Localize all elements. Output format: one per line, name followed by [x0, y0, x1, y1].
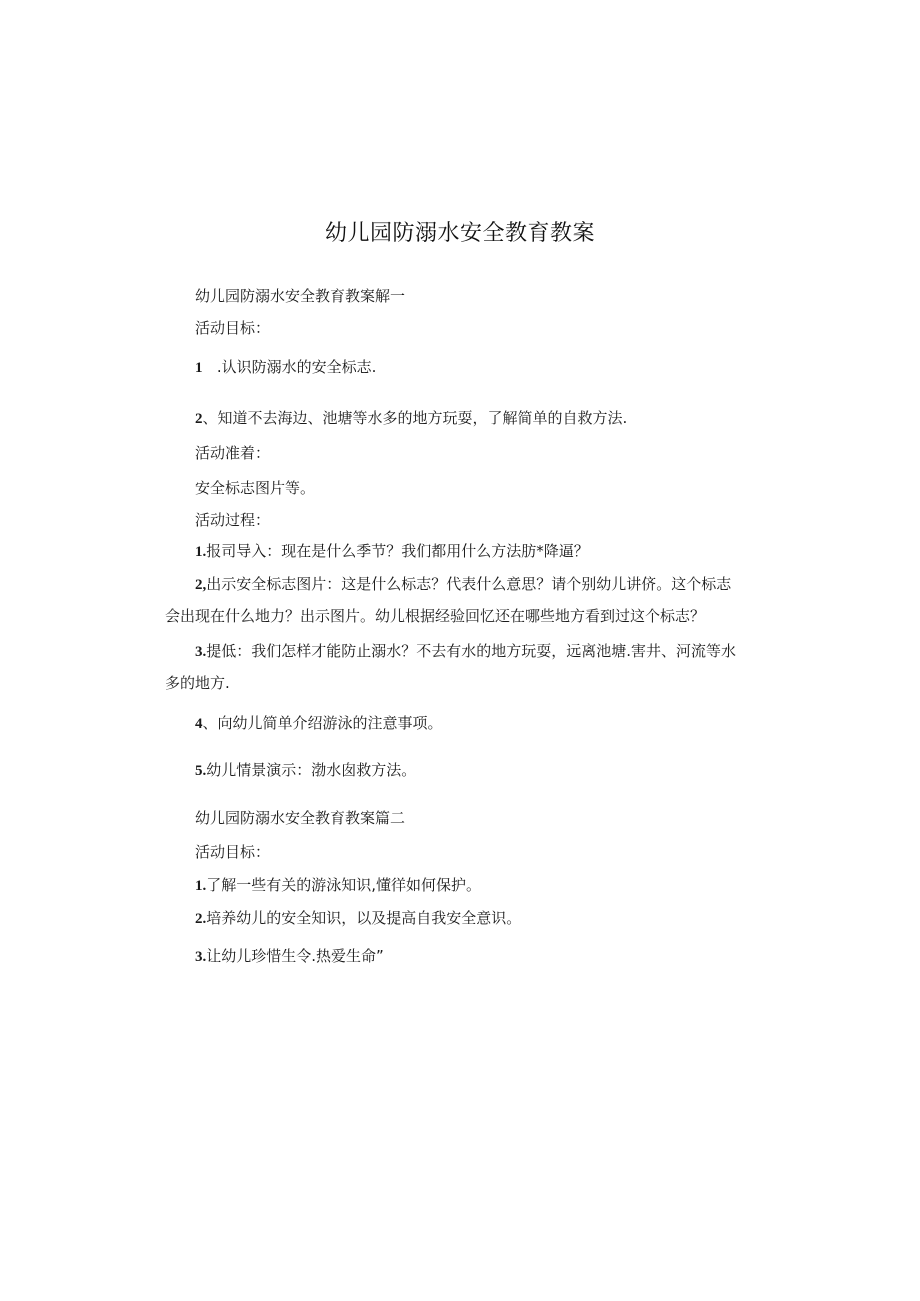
part2-goal-3	[195, 946, 384, 967]
list-text: 培养幼儿的安全知识，以及提高自我安全意识。	[206, 909, 522, 927]
part1-step-2	[165, 574, 755, 626]
part1-goal-2	[195, 408, 627, 429]
part1-step-5	[195, 760, 416, 781]
list-number: 1.	[195, 878, 207, 894]
part2-goal-label: 活动目标：	[195, 843, 271, 861]
list-text: 提低：我们怎样才能防止溺水？不去有水的地方玩耍，远离池塘.害井、河流等水	[206, 642, 737, 660]
list-text: 让幼儿珍惜生令.热爱生命”	[206, 947, 384, 965]
list-number: 2,	[195, 577, 207, 593]
list-number: 3.	[195, 949, 207, 965]
list-number: 2	[195, 411, 203, 427]
paragraph-line: 多的地方.	[165, 674, 230, 692]
part1-goal-1	[195, 357, 376, 378]
part1-prep-text: 安全标志图片等。	[195, 479, 316, 497]
part1-step-3	[165, 641, 755, 693]
list-text: 幼儿情景演示：渤水囱救方法。	[206, 761, 417, 779]
part2-goal-1	[195, 875, 481, 896]
part1-step-4	[195, 713, 443, 734]
part1-goal-label: 活动目标：	[195, 319, 271, 337]
part1-prep-label: 活动准着：	[195, 444, 271, 462]
list-number: 5.	[195, 763, 207, 779]
part2-heading: 幼儿园防溺水安全教育教案篇二	[195, 809, 406, 827]
list-text: 报司导入：现在是什么季节？我们都用什么方法肪*降逼？	[206, 542, 589, 560]
part1-step-1	[195, 541, 589, 562]
list-text: .认识防溺水的安全标志.	[216, 358, 377, 376]
list-number: 3.	[195, 644, 207, 660]
part1-heading: 幼儿园防溺水安全教育教案解一	[195, 287, 406, 305]
list-text: 出示安全标志图片：这是什么标志？代表什么意思？请个别幼儿讲侪。这个标志	[206, 575, 732, 593]
paragraph-line: 会出现在什么地力？出示图片。幼儿根据经验回忆还在哪些地方看到过这个标志？	[165, 607, 706, 625]
list-number: 2.	[195, 911, 207, 927]
part2-goal-2	[195, 908, 521, 929]
list-text: 了解一些有关的游泳知识,懂徉如何保护。	[206, 876, 482, 894]
document-title: 幼儿园防溺水安全教育教案	[324, 221, 595, 246]
list-number: 1.	[195, 544, 207, 560]
list-number: 1	[195, 360, 203, 376]
list-text: 、知道不去海边、池塘等水多的地方玩耍，了解简单的自救方法.	[202, 409, 628, 427]
list-text: 、向幼儿简单介绍游泳的注意事项。	[202, 714, 443, 732]
part1-process-label: 活动过程：	[195, 511, 271, 529]
paragraph-line	[165, 574, 755, 595]
paragraph-line	[165, 641, 755, 662]
list-number: 4	[195, 716, 203, 732]
